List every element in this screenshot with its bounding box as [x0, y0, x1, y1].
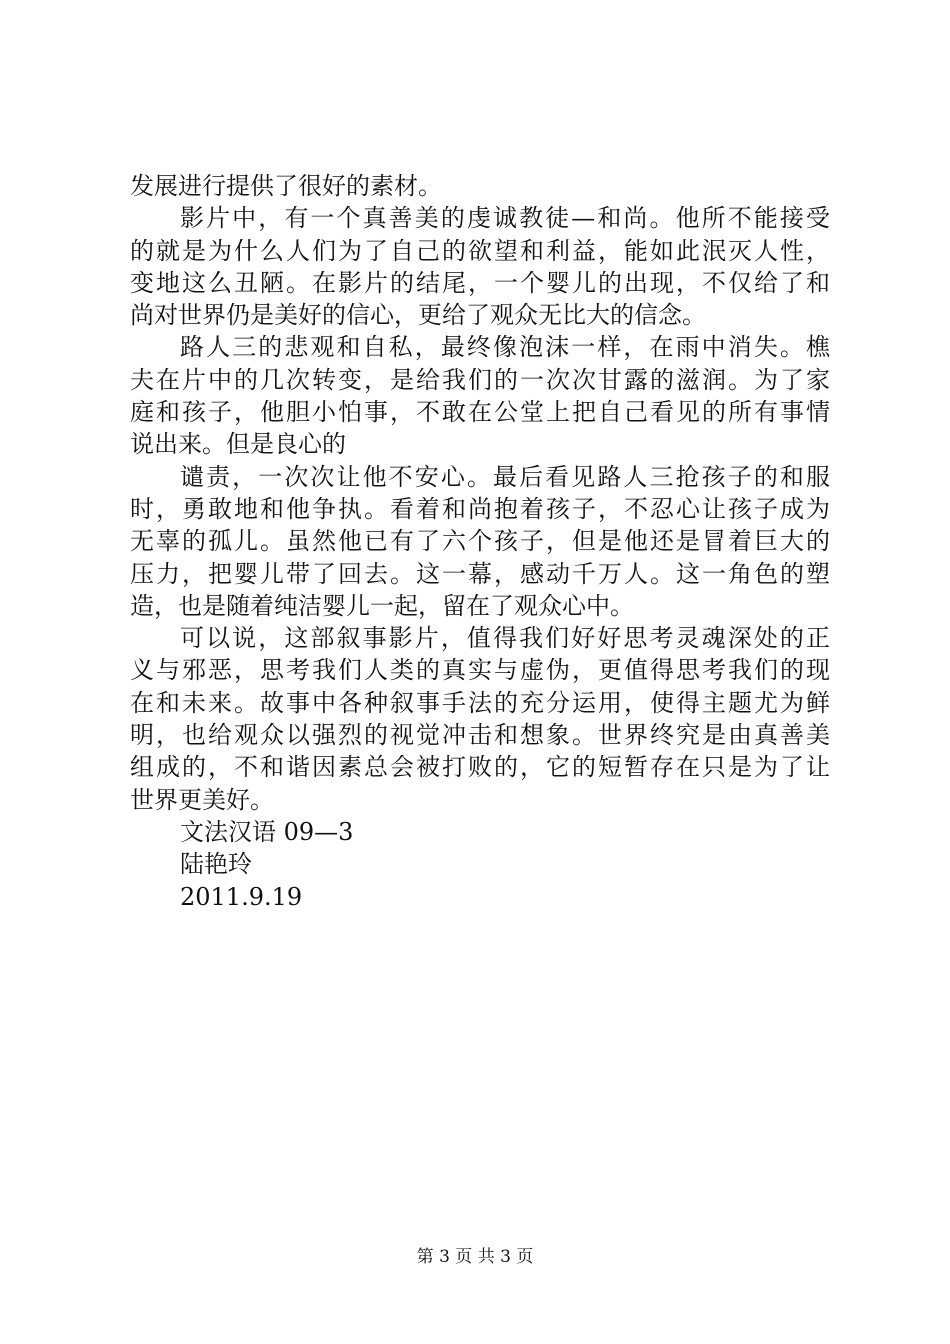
- text-line: 无辜的孤儿。虽然他已有了六个孩子，但是他还是冒着巨大的: [130, 527, 830, 556]
- text-line: 在和未来。故事中各种叙事手法的充分运用，使得主题尤为鲜: [130, 688, 830, 717]
- signature-author: 陆艳玲: [180, 850, 252, 879]
- paragraph-lines: [130, 170, 830, 816]
- text-line: 庭和孩子，他胆小怕事，不敢在公堂上把自己看见的所有事情: [130, 398, 830, 427]
- text-line: 义与邪恶，思考我们人类的真实与虚伪，更值得思考我们的现: [130, 656, 830, 685]
- text-line: 尚对世界仍是美好的信心，更给了观众无比大的信念。: [130, 301, 706, 330]
- text-line: 影片中，有一个真善美的虔诚教徒—和尚。他所不能接受: [180, 204, 830, 233]
- text-line: 发展进行提供了很好的素材。: [130, 172, 442, 200]
- text-line: 压力，把婴儿带了回去。这一幕，感动千万人。这一角色的塑: [130, 559, 830, 588]
- text-line: 世界更美好。: [130, 785, 274, 814]
- signature-class: 文法汉语 09—3: [180, 817, 354, 846]
- text-line: 可以说，这部叙事影片，值得我们好好思考灵魂深处的正: [180, 624, 830, 653]
- text-line: 造，也是随着纯洁婴儿一起，留在了观众心中。: [130, 591, 634, 620]
- text-line: 变地这么丑陋。在影片的结尾，一个婴儿的出现，不仅给了和: [130, 268, 830, 297]
- text-line: 的就是为什么人们为了自己的欲望和利益，能如此泯灭人性，: [130, 236, 830, 265]
- document-body: [130, 170, 830, 913]
- text-line: 夫在片中的几次转变，是给我们的一次次甘露的滋润。为了家: [130, 365, 830, 394]
- text-line: 路人三的悲观和自私，最终像泡沫一样，在雨中消失。樵: [180, 333, 830, 362]
- text-line: 时，勇敢地和他争执。看着和尚抱着孩子，不忍心让孩子成为: [130, 494, 830, 523]
- text-line: 谴责，一次次让他不安心。最后看见路人三抢孩子的和服: [180, 462, 830, 491]
- page-footer: 第 3 页 共 3 页: [416, 1247, 534, 1267]
- text-line: 组成的，不和谐因素总会被打败的，它的短暂存在只是为了让: [130, 753, 830, 782]
- signature-date: 2011.9.19: [180, 882, 303, 911]
- text-line: 说出来。但是良心的: [130, 430, 346, 459]
- text-line: 明，也给观众以强烈的视觉冲击和想象。世界终究是由真善美: [130, 721, 830, 750]
